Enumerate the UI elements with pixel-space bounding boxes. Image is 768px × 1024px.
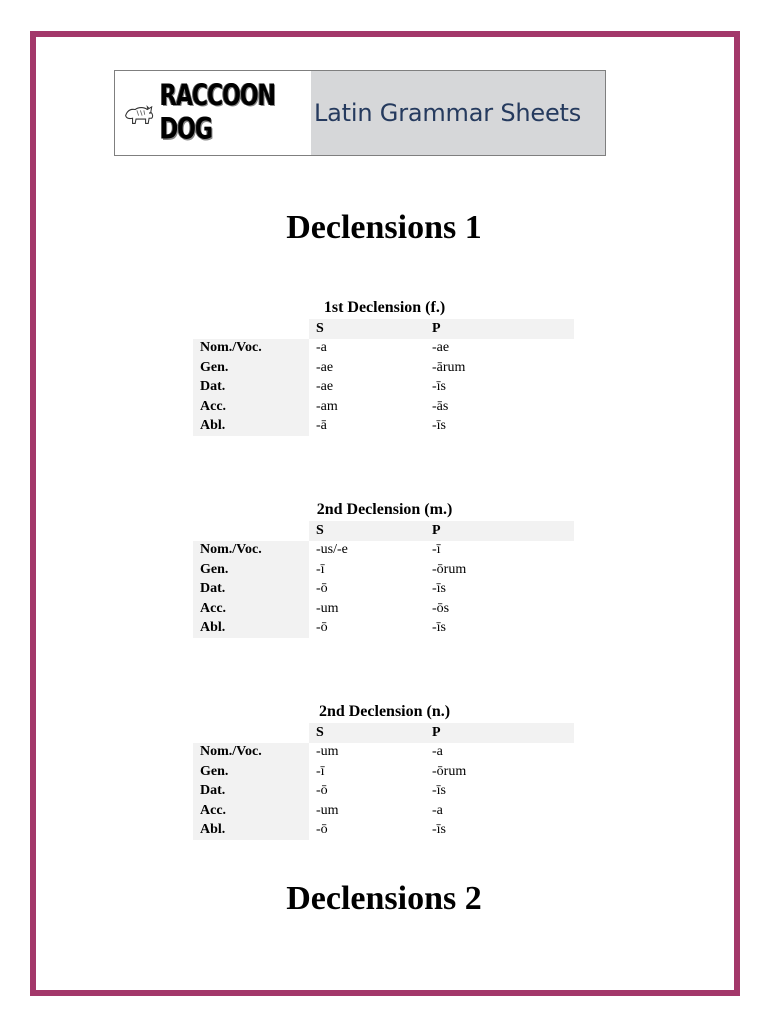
singular-ending: -ō [316,783,328,799]
singular-ending: -ī [316,763,325,779]
logo-area [115,71,311,155]
case-label: Abl. [193,821,309,841]
singular-ending: -um [316,600,339,616]
next-heading: Declensions 2 [286,880,482,917]
plural-ending: -īs [432,620,446,636]
case-label: Dat. [193,580,309,600]
plural-header: P [425,521,574,541]
singular-ending: -ō [316,822,328,838]
singular-ending: -ī [316,561,325,577]
plural-ending: -ōrum [432,561,467,577]
declension-grid [193,723,574,840]
table-row [193,378,574,398]
table-header-row [193,521,574,541]
table-row [193,417,574,437]
case-label: Nom./Voc. [193,339,309,359]
table-header-row [193,723,574,743]
table-row [193,619,574,639]
declension-title: 1st Declension (f.) [323,299,446,316]
plural-ending: -ās [432,398,449,414]
logo-text: RACCOON DOG [160,79,276,147]
declension-grid [193,521,574,638]
table-row [193,743,574,763]
case-label: Gen. [193,762,309,782]
header-banner [114,70,606,156]
singular-header: S [309,521,425,541]
table-row [193,782,574,802]
case-label: Acc. [193,801,309,821]
table-row [193,397,574,417]
blank-cell [193,521,309,541]
case-label: Gen. [193,358,309,378]
blank-cell [193,319,309,339]
table-header-row [193,319,574,339]
main-heading: Declensions 1 [286,209,482,246]
plural-ending: -ārum [432,359,466,375]
singular-ending: -us/-e [316,542,348,558]
singular-ending: -ā [316,418,327,434]
plural-ending: -a [432,802,443,818]
plural-ending: -īs [432,581,446,597]
plural-ending: -īs [432,783,446,799]
declension-title: 2nd Declension (n.) [318,703,451,720]
plural-ending: -ae [432,340,450,356]
table-row [193,541,574,561]
plural-header: P [425,723,574,743]
case-label: Abl. [193,417,309,437]
singular-ending: -am [316,398,338,414]
raccoon-dog-icon [123,98,156,128]
case-label: Nom./Voc. [193,743,309,763]
banner-title-area [311,71,605,155]
plural-ending: -īs [432,379,446,395]
plural-ending: -ōrum [432,763,467,779]
plural-ending: -a [432,744,443,760]
singular-ending: -ae [316,359,334,375]
case-label: Dat. [193,782,309,802]
plural-ending: -īs [432,418,446,434]
case-label: Gen. [193,560,309,580]
table-row [193,339,574,359]
table-row [193,560,574,580]
table-row [193,801,574,821]
singular-ending: -um [316,802,339,818]
case-label: Acc. [193,397,309,417]
banner-title: Latin Grammar Sheets [314,99,582,127]
table-row [193,580,574,600]
plural-ending: -ōs [432,600,450,616]
singular-ending: -ō [316,620,328,636]
singular-ending: -a [316,340,327,356]
singular-header: S [309,319,425,339]
singular-ending: -um [316,744,339,760]
declension-title: 2nd Declension (m.) [316,501,453,518]
plural-ending: -ī [432,542,441,558]
table-row [193,821,574,841]
case-label: Abl. [193,619,309,639]
declension-grid [193,319,574,436]
plural-header: P [425,319,574,339]
case-label: Nom./Voc. [193,541,309,561]
table-row [193,358,574,378]
singular-ending: -ae [316,379,334,395]
table-row [193,599,574,619]
case-label: Dat. [193,378,309,398]
case-label: Acc. [193,599,309,619]
singular-ending: -ō [316,581,328,597]
plural-ending: -īs [432,822,446,838]
singular-header: S [309,723,425,743]
table-row [193,762,574,782]
blank-cell [193,723,309,743]
